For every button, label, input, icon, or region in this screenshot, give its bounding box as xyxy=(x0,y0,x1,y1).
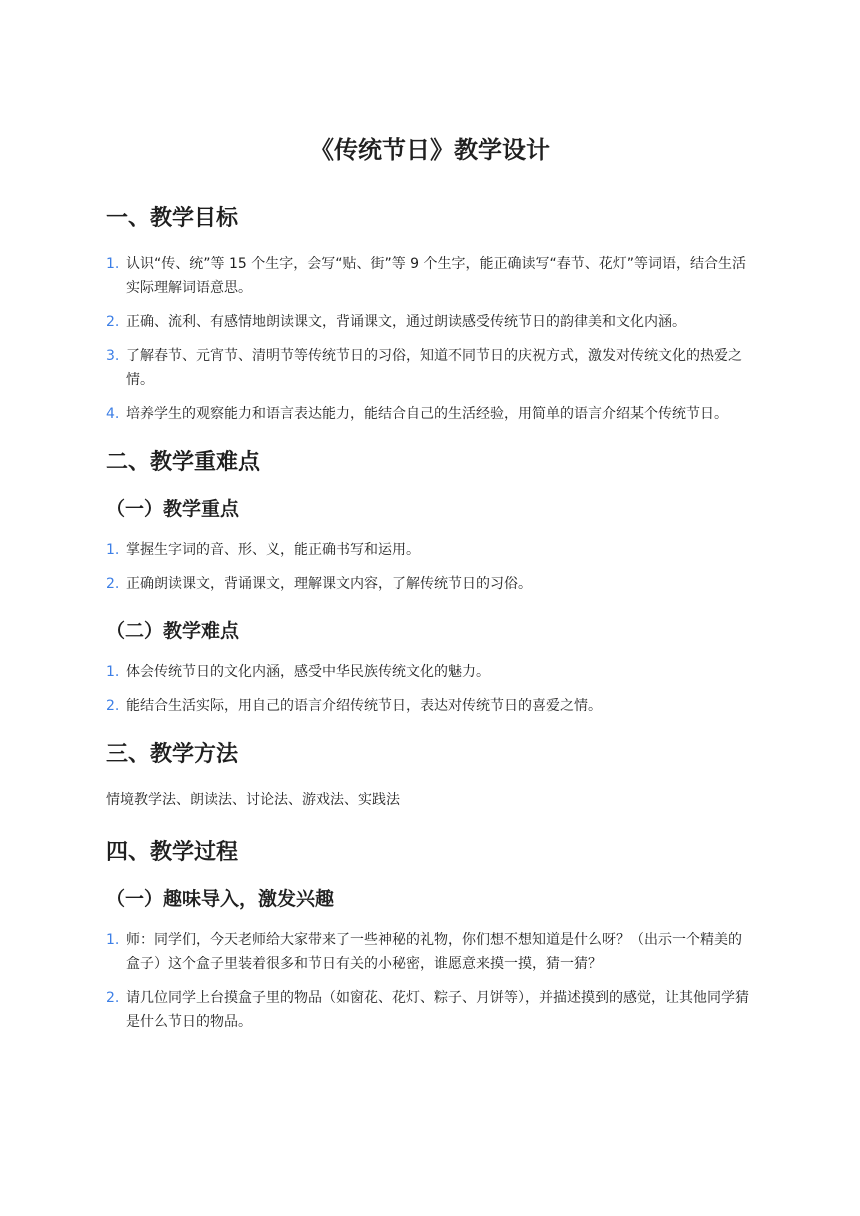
section-heading-objectives: 一、教学目标 xyxy=(106,206,239,231)
list-item xyxy=(106,986,754,1034)
list-item xyxy=(106,344,754,392)
subsection-heading-difficulties: （二）教学难点 xyxy=(106,620,240,642)
key-points-list xyxy=(106,538,754,596)
list-item xyxy=(106,572,754,596)
subsection-heading-intro: （一）趣味导入，激发兴趣 xyxy=(106,888,335,910)
list-item xyxy=(106,660,754,684)
list-item xyxy=(106,538,754,562)
list-item-text: 请几位同学上台摸盒子里的物品（如窗花、花灯、粽子、月饼等），并描述摸到的感觉，让其他同学猜是什么节日的物品。 xyxy=(126,990,749,1030)
list-number: 3. xyxy=(106,348,120,364)
subsection-heading-key-points: （一）教学重点 xyxy=(106,498,240,520)
list-item-text: 师：同学们，今天老师给大家带来了一些神秘的礼物，你们想不想知道是什么呀？（出示一个精美的盒子）这个盒子里装着很多和节日有关的小秘密，谁愿意来摸一摸，猜一猜？ xyxy=(126,932,742,972)
list-item-text: 能结合生活实际，用自己的语言介绍传统节日，表达对传统节日的喜爱之情。 xyxy=(126,698,602,714)
document-title: 《传统节日》教学设计 xyxy=(310,136,550,164)
list-number: 1. xyxy=(106,542,120,558)
list-number: 2. xyxy=(106,698,120,714)
list-item-text: 掌握生字词的音、形、义，能正确书写和运用。 xyxy=(126,542,420,558)
section-heading-methods: 三、教学方法 xyxy=(106,742,239,767)
list-item xyxy=(106,928,754,976)
list-item-text: 体会传统节日的文化内涵，感受中华民族传统文化的魅力。 xyxy=(126,664,490,680)
list-item-text: 培养学生的观察能力和语言表达能力，能结合自己的生活经验，用简单的语言介绍某个传统节日。 xyxy=(126,406,728,422)
list-item xyxy=(106,694,754,718)
list-item xyxy=(106,310,754,334)
list-number: 2. xyxy=(106,576,120,592)
list-number: 1. xyxy=(106,664,120,680)
list-number: 2. xyxy=(106,314,120,330)
methods-text: 情境教学法、朗读法、讨论法、游戏法、实践法 xyxy=(106,792,400,808)
list-item-text: 正确朗读课文，背诵课文，理解课文内容，了解传统节日的习俗。 xyxy=(126,576,532,592)
list-number: 2. xyxy=(106,990,120,1006)
list-item-text: 正确、流利、有感情地朗读课文，背诵课文，通过朗读感受传统节日的韵律美和文化内涵。 xyxy=(126,314,686,330)
section-heading-key-points: 二、教学重难点 xyxy=(106,450,261,475)
list-item-text: 认识“传、统”等 15 个生字，会写“贴、街”等 9 个生字，能正确读写“春节、花灯”等词语，结合生活实际理解词语意思。 xyxy=(126,256,747,296)
list-number: 1. xyxy=(106,932,120,948)
difficulties-list xyxy=(106,660,754,718)
objectives-list xyxy=(106,252,754,426)
list-item xyxy=(106,252,754,300)
section-heading-process: 四、教学过程 xyxy=(106,840,239,865)
intro-steps-list xyxy=(106,928,754,1034)
list-number: 1. xyxy=(106,256,120,272)
list-number: 4. xyxy=(106,406,120,422)
list-item xyxy=(106,402,754,426)
list-item-text: 了解春节、元宵节、清明节等传统节日的习俗，知道不同节日的庆祝方式，激发对传统文化的热爱之情。 xyxy=(126,348,742,388)
